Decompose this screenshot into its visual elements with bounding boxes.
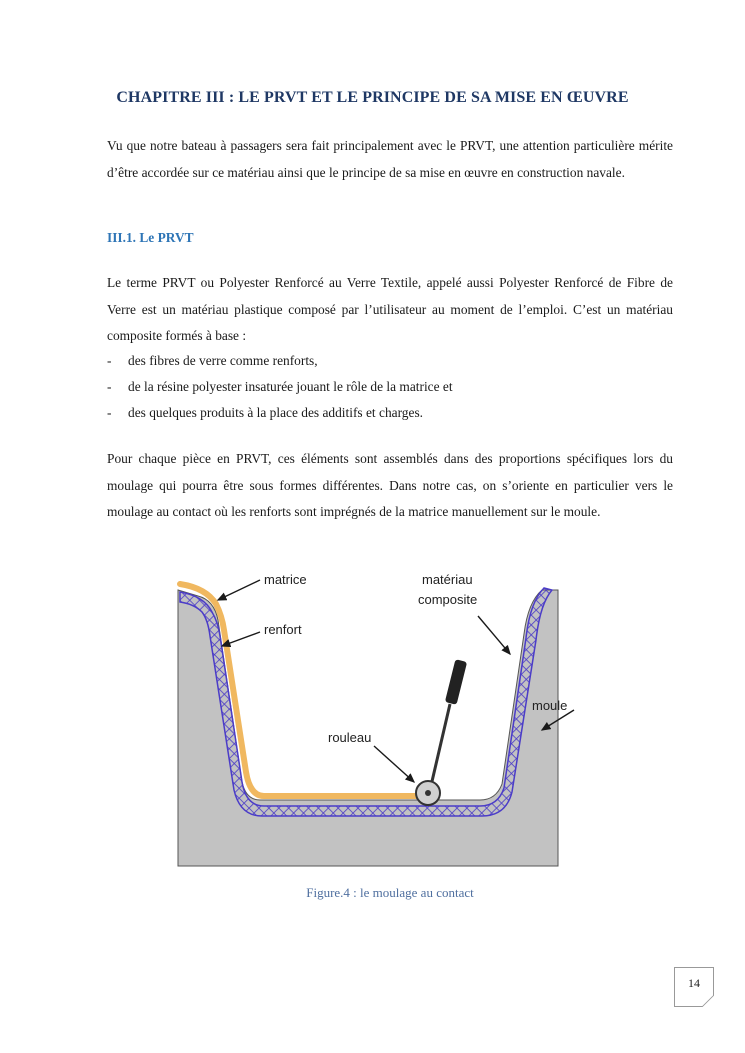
list-item-text: des quelques produits à la place des additifs et charges. [128, 405, 423, 420]
mould-body [178, 590, 558, 866]
arrow-materiau [478, 616, 510, 654]
process-paragraph: Pour chaque pièce en PRVT, ces éléments sont assemblés dans des proportions spécifiques lors du moulage qui pourra être sous formes différentes. Dans notre cas, on s’oriente en particulier vers le moulage au contact où les renforts sont imprégnés de la matrice manuellement sur le moule. [107, 451, 673, 519]
figure-caption: Figure.4 : le moulage au contact [306, 885, 474, 900]
label-matrice: matrice [264, 572, 307, 587]
list-item-text: des fibres de verre comme renforts, [128, 353, 318, 368]
roller-shaft [430, 704, 450, 790]
list-item-text: de la résine polyester insaturée jouant le rôle de la matrice et [128, 379, 453, 394]
list-item [107, 374, 673, 400]
arrow-matrice [218, 580, 260, 600]
definition-paragraph: Le terme PRVT ou Polyester Renforcé au Verre Textile, appelé aussi Polyester Renforcé de Fibre de Verre est un matériau plastique composé par l’utilisateur au moment de l’emploi. C’est un matériau composite formés à base : [107, 275, 673, 343]
label-rouleau: rouleau [328, 730, 372, 745]
page-curl-icon [702, 995, 714, 1007]
bullet-marker: - [107, 379, 112, 394]
contact-moulding-diagram [160, 560, 580, 880]
section-heading: III.1. Le PRVT [107, 230, 194, 245]
label-materiau-line1: matériau [422, 572, 473, 587]
component-list [107, 348, 673, 426]
list-item [107, 348, 673, 374]
bullet-marker: - [107, 405, 112, 420]
roller-axle [425, 790, 431, 796]
list-item [107, 400, 673, 426]
roller [416, 659, 467, 805]
chapter-title: CHAPITRE III : LE PRVT ET LE PRINCIPE DE SA MISE EN ŒUVRE [116, 89, 629, 106]
label-renfort: renfort [264, 622, 302, 637]
intro-paragraph: Vu que notre bateau à passagers sera fait principalement avec le PRVT, une attention particulière mérite d’être accordée sur ce matériau ainsi que le principe de sa mise en œuvre en construction navale. [107, 138, 673, 180]
page-number: 14 [688, 976, 700, 990]
bullet-marker: - [107, 353, 112, 368]
roller-handle [445, 659, 467, 705]
contact-moulding-figure [160, 560, 580, 880]
label-moule: moule [532, 698, 568, 713]
arrow-rouleau [374, 746, 414, 782]
page-number-box [674, 967, 714, 1007]
label-materiau-line2: composite [418, 592, 478, 607]
